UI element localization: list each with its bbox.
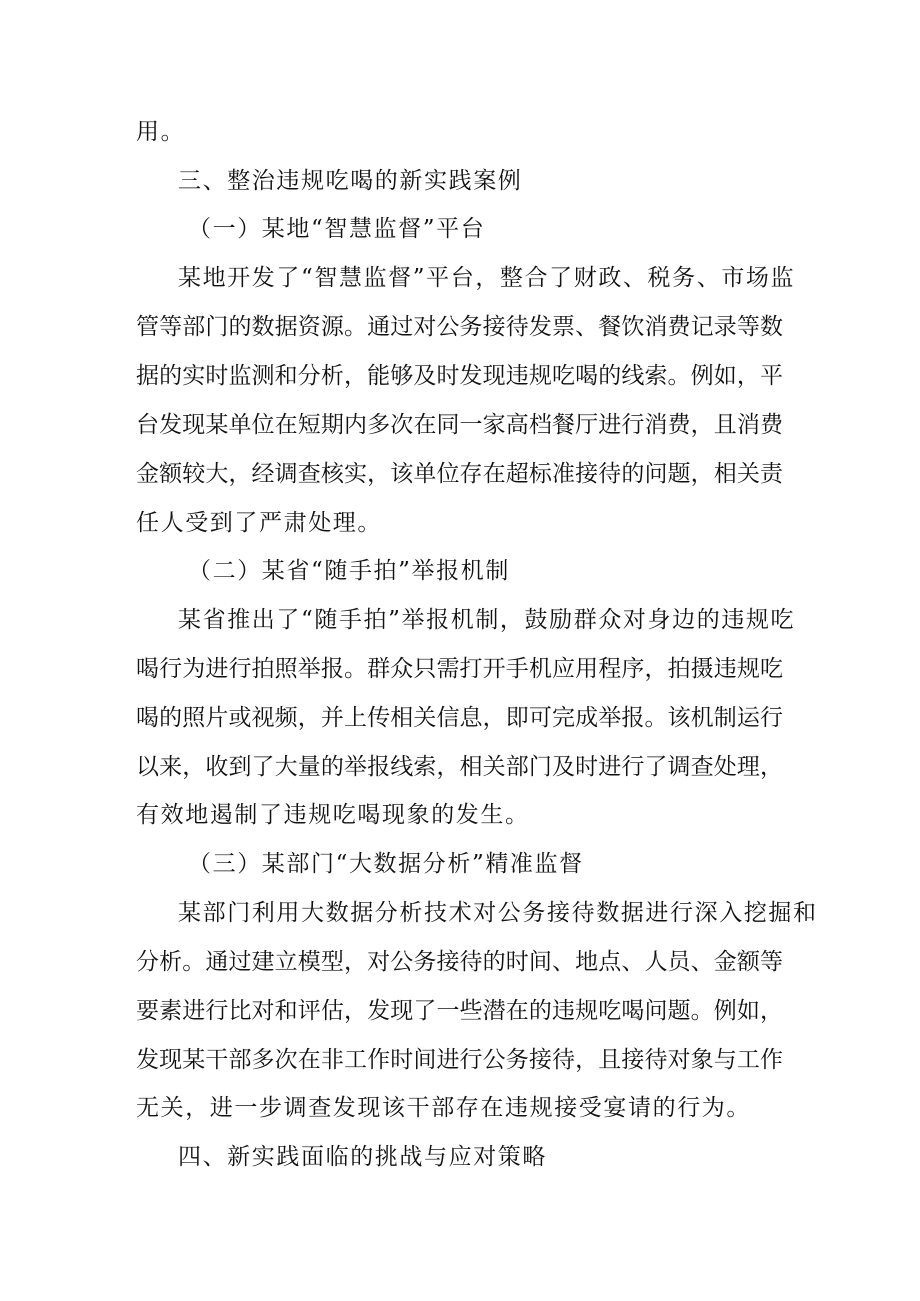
subsection-heading: （二）某省“随手拍”举报机制 xyxy=(188,558,510,584)
paragraph-line: 发现某干部多次在非工作时间进行公务接待，且接待对象与工作 xyxy=(136,1047,783,1073)
section-heading: 四、新实践面临的挑战与应对策略 xyxy=(178,1144,547,1170)
paragraph-line: 台发现某单位在短期内多次在同一家高档餐厅进行消费，且消费 xyxy=(136,412,783,438)
paragraph-line: 无关，进一步调查发现该干部存在违规接受宴请的行为。 xyxy=(136,1095,751,1121)
paragraph-line: 管等部门的数据资源。通过对公务接待发票、餐饮消费记录等数 xyxy=(136,314,783,340)
paragraph-line: 金额较大，经调查核实，该单位存在超标准接待的问题，相关责 xyxy=(136,461,783,487)
paragraph-line: 喝的照片或视频，并上传相关信息，即可完成举报。该机制运行 xyxy=(136,705,783,731)
paragraph-continuation: 用。 xyxy=(136,119,186,145)
paragraph-line: 喝行为进行拍照举报。群众只需打开手机应用程序，拍摄违规吃 xyxy=(136,656,783,682)
subsection-heading: （三）某部门“大数据分析”精准监督 xyxy=(188,851,584,877)
paragraph-line: 分析。通过建立模型，对公务接待的时间、地点、人员、金额等 xyxy=(136,949,783,975)
paragraph-line: 任人受到了严肃处理。 xyxy=(136,510,382,536)
paragraph-line: 某省推出了“随手拍”举报机制，鼓励群众对身边的违规吃 xyxy=(178,607,796,633)
subsection-heading: （一）某地“智慧监督”平台 xyxy=(188,216,486,242)
paragraph-line: 某地开发了“智慧监督”平台，整合了财政、税务、市场监 xyxy=(178,265,796,291)
section-heading: 三、整治违规吃喝的新实践案例 xyxy=(178,168,523,194)
paragraph-line: 据的实时监测和分析，能够及时发现违规吃喝的线索。例如，平 xyxy=(136,363,783,389)
paragraph-line: 有效地遏制了违规吃喝现象的发生。 xyxy=(136,802,530,828)
paragraph-line: 某部门利用大数据分析技术对公务接待数据进行深入挖掘和 xyxy=(178,900,818,926)
paragraph-line: 以来，收到了大量的举报线索，相关部门及时进行了调查处理， xyxy=(136,754,783,780)
paragraph-line: 要素进行比对和评估，发现了一些潜在的违规吃喝问题。例如， xyxy=(136,998,783,1024)
